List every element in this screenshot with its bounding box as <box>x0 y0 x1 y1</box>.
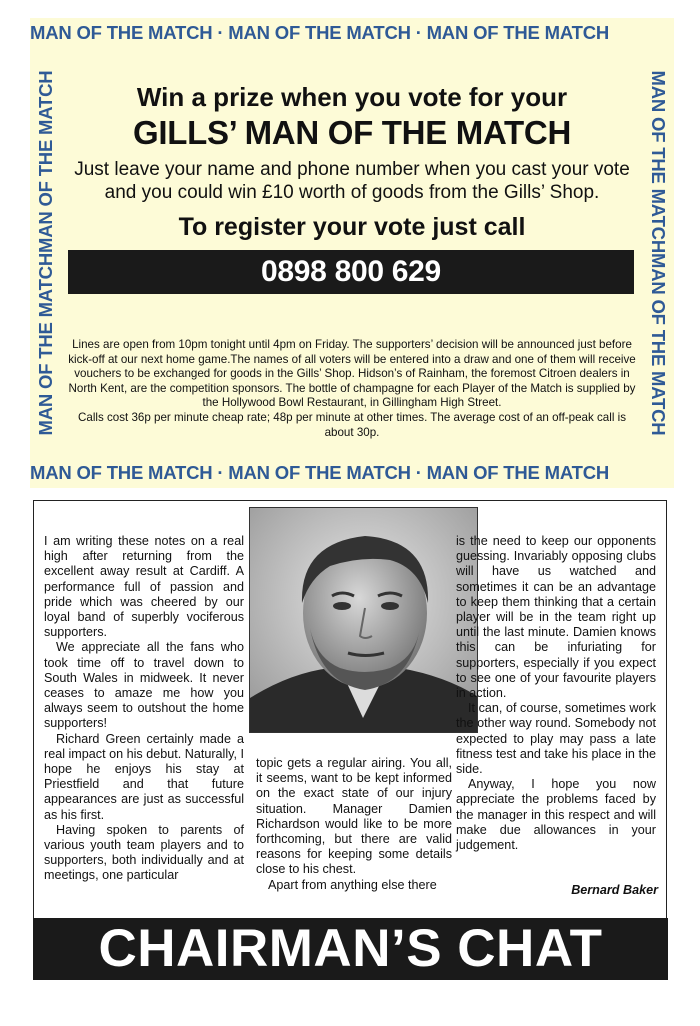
article-column-1 <box>44 534 244 884</box>
register-heading: To register your vote just call <box>178 213 526 241</box>
article-paragraph: topic gets a regular airing. You all, it seems, want to be kept informed on the exact state of our injury situation. Manager Damien Richardson would like to be more forthcoming, but there are valid reasons for keeping some details close to his chest. <box>256 756 452 877</box>
promo-content <box>66 48 638 458</box>
phone-number-bar: 0898 800 629 <box>68 250 634 294</box>
portrait-illustration <box>250 508 477 732</box>
author-signature: Bernard Baker <box>571 883 658 897</box>
promo-headline: Win a prize when you vote for your <box>136 82 568 112</box>
article-paragraph: Anyway, I hope you now appreciate the problems faced by the manager in this respect and will make due allowances in your judgement. <box>456 777 656 853</box>
chairman-portrait-photo <box>249 507 478 733</box>
rules-paragraph: Lines are open from 10pm tonight until 4pm on Friday. The supporters’ decision will be announced just before kick-off at our next home game.The names of all voters will be entered into a draw and one of them will receive vouchers to be exchanged for goods in the Gills’ Shop. Hidson’s of Rainham, the foremost Citroen dealers in North Kent, are the competition sponsors. The bottle of champagne for each Player of the Match is supplied by the Hollywood Bowl Restaurant, in Gillingham High Street. <box>68 338 636 410</box>
article-paragraph: Apart from anything else there <box>268 877 437 892</box>
article-paragraph: Having spoken to parents of various youth team players and to supporters, both individually and at meetings, one particular <box>44 822 244 883</box>
article-paragraph: I am writing these notes on a real high after returning from the excellent away result at Cardiff. A performance full of passion and pride which was cheered by our loyal band of superbly vociferous supporters. <box>44 534 244 640</box>
top-border-band: MAN OF THE MATCH · MAN OF THE MATCH · MAN OF THE MATCH <box>30 22 610 43</box>
right-band-text: MAN OF THE MATCHMAN OF THE MATCH <box>648 70 669 436</box>
promo-title: GILLS’ MAN OF THE MATCH <box>133 114 571 151</box>
article-paragraph: We appreciate all the fans who took time off to travel down to South Wales in midweek. It never ceases to amaze me how you always seem to outshout the home supporters! <box>44 640 244 731</box>
bottom-border-band: MAN OF THE MATCH · MAN OF THE MATCH · MAN OF THE MATCH <box>30 462 610 483</box>
right-border-band <box>642 48 674 458</box>
man-of-the-match-panel <box>30 18 674 488</box>
article-paragraph: It can, of course, sometimes work the other way round. Somebody not expected to play may pass a late fitness test and take his place in the side. <box>456 701 656 777</box>
left-border-band <box>30 48 62 458</box>
chairmans-chat-title: CHAIRMAN’S CHAT <box>98 919 603 978</box>
chairmans-chat-article <box>33 500 667 919</box>
chairmans-chat-banner <box>33 918 668 980</box>
left-band-text: MAN OF THE MATCHMAN OF THE MATCH <box>35 70 56 436</box>
article-paragraph: is the need to keep our opponents guessing. Invariably opposing clubs will have us watched and sometimes it can be an advantage to keep them thinking that a certain player will be in the team right up until the last minute. Damien knows this can be infuriating for supporters, especially if you expect to see one of your favourite players in action. <box>456 534 656 701</box>
prize-description: Just leave your name and phone number when you cast your vote and you could win £10 worth of goods from the Gills’ Shop. <box>74 159 630 203</box>
competition-rules <box>66 338 638 440</box>
article-paragraph: Richard Green certainly made a real impact on his debut. Naturally, I hope he enjoys his stay at Priestfield and that future appearances are just as successful as his first. <box>44 731 244 822</box>
article-column-3 <box>456 534 656 853</box>
article-column-2 <box>256 756 452 893</box>
call-cost-paragraph: Calls cost 36p per minute cheap rate; 48p per minute at other times. The average cost of an off-peak call is about 30p. <box>78 410 626 439</box>
